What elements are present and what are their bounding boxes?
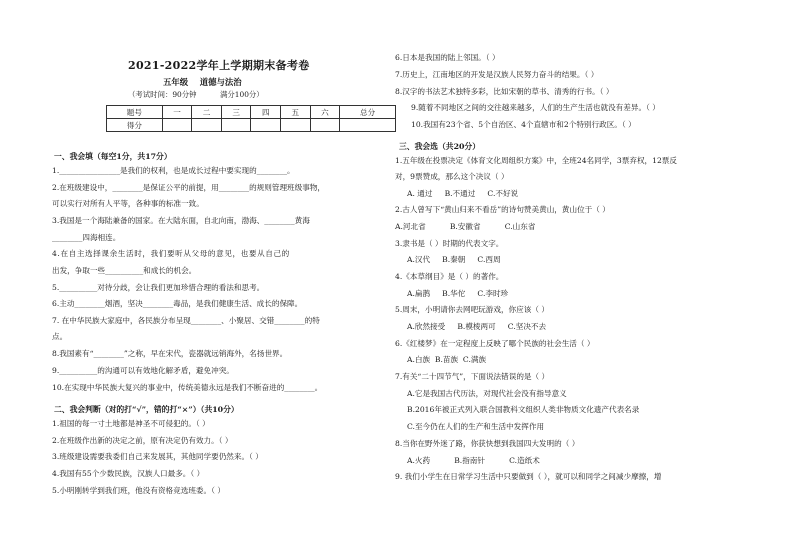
score-cell[interactable] (192, 119, 222, 132)
question-line: 1.祖国的每一寸土地都是神圣不可侵犯的。（ ） (52, 419, 210, 428)
question-line: 4.《本草纲目》是（ ）的著作。 (395, 272, 504, 281)
section1-heading: 一、我会填（每空1分，共17分） (54, 152, 172, 161)
grade-subject: 五年级 道德与法治 (163, 77, 242, 87)
score-cell[interactable] (340, 119, 396, 132)
question-line: 出发，争取一些__________和成长的机会。 (52, 266, 197, 275)
score-cell[interactable] (162, 119, 192, 132)
question-line: 5.__________对待分歧，会让我们更加珍惜合理的看法和思考。 (52, 283, 265, 292)
question-line: 10.我国有23个省、5个自治区、4个直辖市和2个特别行政区。（ ） (411, 120, 636, 129)
score-table-header-row (107, 106, 396, 119)
option-line: A.汉代 B.秦朝 C.西周 (407, 255, 501, 264)
question-line: 10.在实现中华民族大复兴的事业中，传统美德永远是我们不断奋进的________。 (52, 383, 323, 392)
option-line: A.火药 B.指南针 C.造纸术 (407, 456, 540, 465)
option-line: A.白族 B.苗族 C.满族 (407, 355, 487, 364)
option-line: A.欣然接受 B.模棱两可 C.坚决不去 (407, 322, 547, 331)
question-line: 4.我国有55个少数民族，汉族人口最多。（ ） (52, 469, 205, 478)
question-line: 点。 (52, 332, 68, 341)
question-line: 4.在自主选择课余生活时，我们要听从父母的意见，也要从自己的 (52, 249, 290, 258)
question-line: 对，9票赞成，那么这个决议（ ） (395, 172, 509, 181)
score-header-cell: 六 (310, 106, 340, 119)
score-cell[interactable] (281, 119, 311, 132)
score-header-cell: 二 (192, 106, 222, 119)
question-line: 5.小明刚转学到我们班，他没有资格竞选班委。（ ） (52, 486, 225, 495)
question-line: 8.汉字的书法艺术独特多彩，比如宋朝的草书、清秀的行书。（ ） (395, 87, 614, 96)
question-line: 可以实行对所有人平等，各种事的标准一致。 (52, 199, 204, 208)
score-table (106, 105, 396, 132)
question-line: 2.在班级作出新的决定之前，原有决定仍有效力。（ ） (52, 436, 233, 445)
score-header-cell: 四 (251, 106, 281, 119)
question-line: 6.主动________烟酒，坚决________毒品，是我们健康生活、成长的保障。 (52, 299, 303, 308)
question-line: 5.周末，小明请你去网吧玩游戏，你应该（ ） (395, 305, 549, 314)
section3-heading: 三、我会选（共20分） (399, 142, 481, 151)
option-line: A. 通过 B.不通过 C.不好说 (407, 189, 519, 198)
question-line: 7. 在中华民族大家庭中，各民族分布呈现________、小聚居、交错________的特 (52, 316, 320, 325)
score-cell[interactable] (310, 119, 340, 132)
question-line: 6.《红楼梦》在一定程度上反映了哪个民族的社会生活（ ） (395, 339, 595, 348)
question-line: 3.班级建设需要我委们自己来发展其，其他同学要仍然来。（ ） (52, 452, 263, 461)
question-line: 7.历史上，江南地区的开发是汉族人民努力奋斗的结果。（ ） (395, 70, 599, 79)
option-line: C.至今仍在人们的生产和生活中发挥作用 (407, 422, 545, 431)
exam-info: （考试时间：90分钟 满分100分） (128, 90, 264, 99)
score-cell[interactable] (251, 119, 281, 132)
question-line: 3.我国是一个海陆兼备的国家。在大陆东面，自北向南，渤海、________黄海 (52, 216, 310, 225)
question-line: 2.古人曾写下“黄山归来不看岳”的诗句赞美黄山，黄山位于（ ） (395, 205, 610, 214)
question-line: 6.日本是我国的陆上邻国。（ ） (395, 53, 500, 62)
score-header-cell: 总分 (340, 106, 396, 119)
score-header-cell: 五 (281, 106, 311, 119)
score-cell[interactable] (221, 119, 251, 132)
option-line: A.它是我国古代历法，对现代社会没有指导意义 (407, 389, 567, 398)
page-title: 2021-2022学年上学期期末备考卷 (128, 59, 310, 72)
section2-heading: 二、我会判断（对的打“√”，错的打“×”）（共10分） (54, 405, 239, 414)
question-line: 2.在班级建设中，________是保证公平的前提，用________的规则管理班级事物， (52, 183, 326, 192)
question-line: 1.________________是我们的权利，也是成长过程中要实现的________。 (52, 166, 295, 175)
score-table-score-row (107, 119, 396, 132)
option-line: B.2016年被正式列入联合国教科文组织人类非物质文化遗产代表名录 (407, 405, 640, 414)
question-line: 3.隶书是（ ）时期的代表文字。 (395, 239, 504, 248)
score-header-cell: 题号 (107, 106, 163, 119)
question-line: 8.我国素有“________”之称，早在宋代，瓷器就远销海外，名扬世界。 (52, 349, 288, 358)
question-line: 8.当你在野外迷了路，你获快想到我国四大发明的（ ） (395, 439, 580, 448)
score-header-cell: 三 (221, 106, 251, 119)
option-line: A.河北省 B.安徽省 C.山东省 (395, 222, 536, 231)
question-line: 1.五年级在投票决定《体育文化周组织方案》中，全班24名同学，3票弃权，12票反 (395, 156, 677, 165)
score-header-cell: 一 (162, 106, 192, 119)
question-line: 9.随着不同地区之间的交往越来越多，人们的生产生活也就没有差异。（ ） (411, 103, 660, 112)
question-line: ________四海相连。 (52, 233, 121, 242)
option-line: A.扁鹊 B.华佗 C.李时珍 (407, 289, 509, 298)
score-row-label: 得分 (107, 119, 163, 132)
question-line: 7.有关“二十四节气”，下面说法错误的是（ ） (395, 372, 550, 381)
question-line: 9.__________的沟通可以有效地化解矛盾，避免冲突。 (52, 366, 234, 375)
question-line: 9. 我们小学生在日常学习生活中只要做到（ ），就可以和同学之间减少摩擦，增 (395, 472, 662, 481)
